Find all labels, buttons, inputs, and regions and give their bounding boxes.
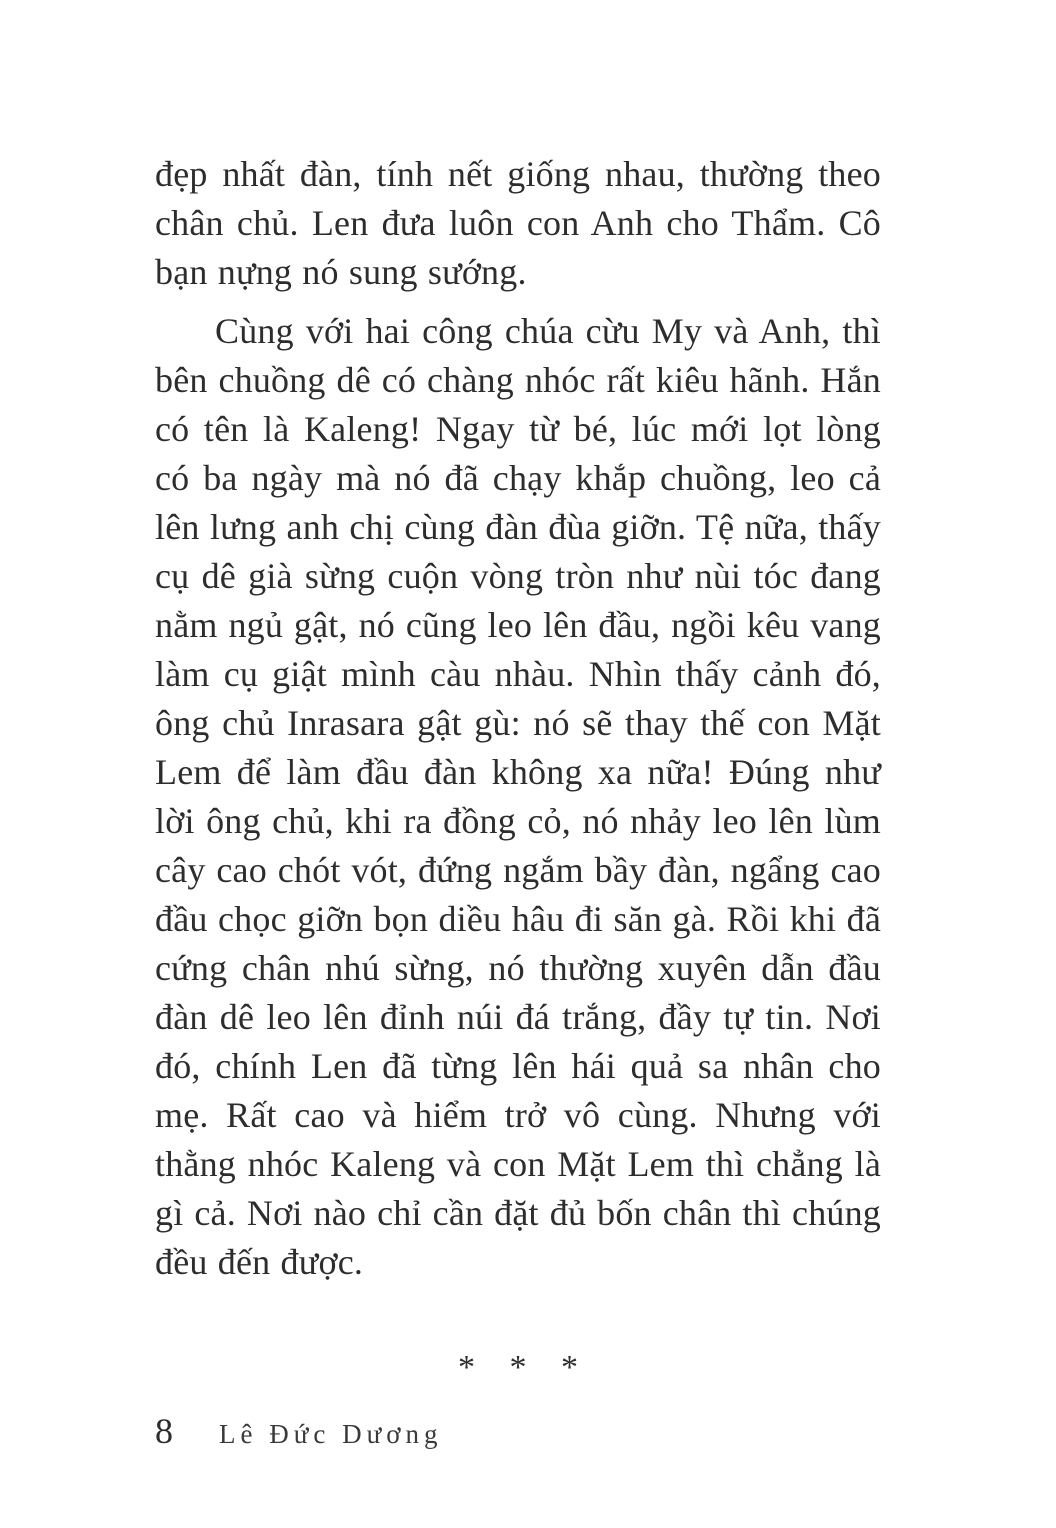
section-separator: * * *	[458, 1349, 578, 1386]
footer-author: Lê Đức Dương	[219, 1419, 443, 1449]
body-paragraph: đẹp nhất đàn, tính nết giống nhau, thường theo chân chủ. Len đưa luôn con Anh cho Thẩm. Cô bạn nựng nó sung sướng.	[155, 154, 881, 292]
body-text-block	[155, 150, 881, 1387]
body-paragraph: Cùng với hai công chúa cừu My và Anh, thì bên chuồng dê có chàng nhóc rất kiêu hãnh. Hắn có tên là Kaleng! Ngay từ bé, lúc mới lọt lòng có ba ngày mà nó đã chạy khắp chuồng, leo cả lên lưng anh chị cùng đàn đùa giỡn. Tệ nữa, thấy cụ dê già sừng cuộn vòng tròn như nùi tóc đang nằm ngủ gật, nó cũng leo lên đầu, ngồi kêu vang làm cụ giật mình càu nhàu. Nhìn thấy cảnh đó, ông chủ Inrasara gật gù: nó sẽ thay thế con Mặt Lem để làm đầu đàn không xa nữa! Đúng như lời ông chủ, khi ra đồng cỏ, nó nhảy leo lên lùm cây cao chót vót, đứng ngắm bầy đàn, ngẩng cao đầu chọc giỡn bọn diều hâu đi săn gà. Rồi khi đã cứng chân nhú sừng, nó thường xuyên dẫn đầu đàn dê leo lên đỉnh núi đá trắng, đầy tự tin. Nơi đó, chính Len đã từng lên hái quả sa nhân cho mẹ. Rất cao và hiểm trở vô cùng. Nhưng với thằng nhóc Kaleng và con Mặt Lem thì chẳng là gì cả. Nơi nào chỉ cần đặt đủ bốn chân thì chúng đều đến được.	[155, 311, 881, 1282]
page-footer	[155, 1410, 443, 1452]
page-number: 8	[155, 1411, 173, 1451]
